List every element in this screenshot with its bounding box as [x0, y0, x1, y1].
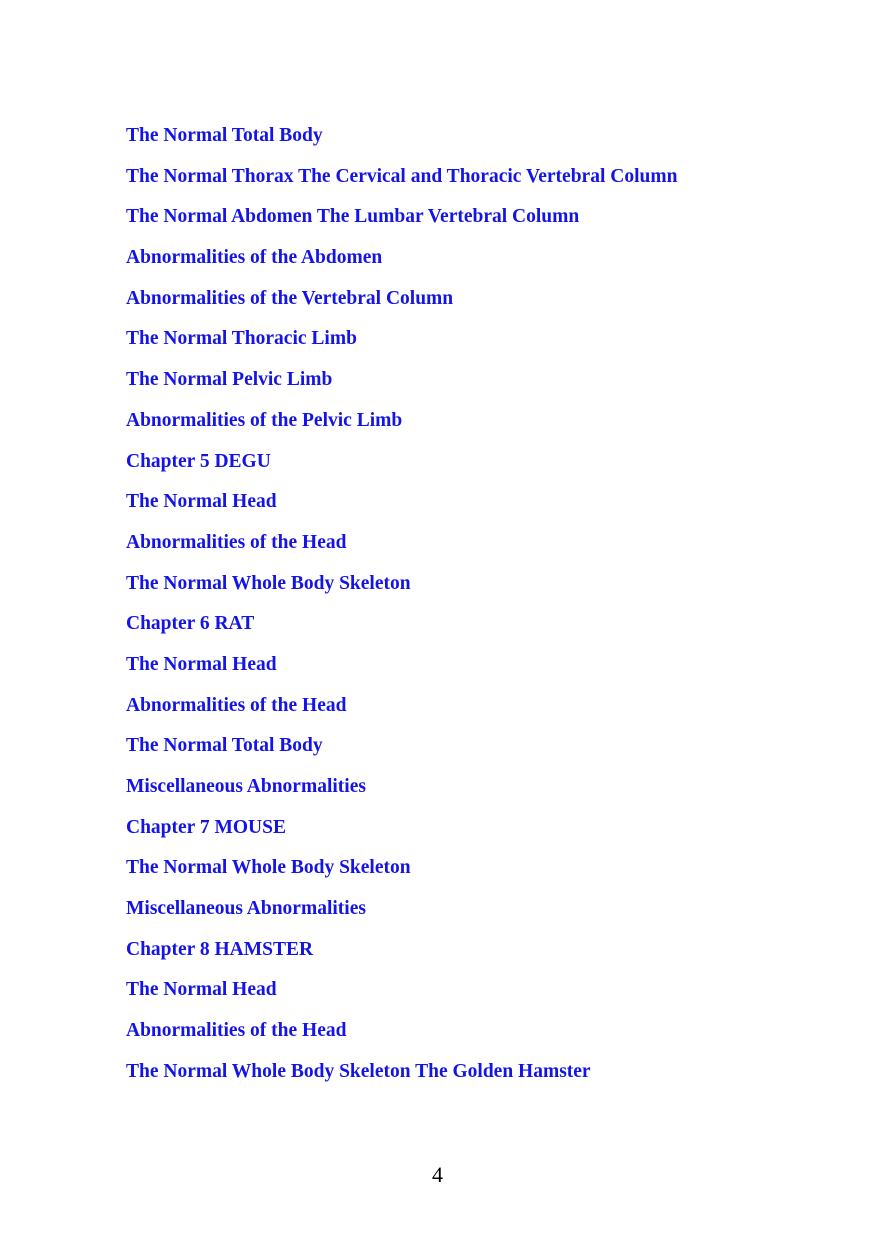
toc-link[interactable]: Abnormalities of the Abdomen — [126, 247, 383, 269]
page-number: 4 — [432, 1162, 443, 1187]
toc-link[interactable]: The Normal Whole Body Skeleton — [126, 572, 411, 594]
toc-link[interactable]: Miscellaneous Abnormalities — [126, 898, 366, 920]
toc-link[interactable]: The Normal Thorax The Cervical and Thoracic Vertebral Column — [126, 165, 678, 187]
toc-chapter-link[interactable]: Chapter 7 MOUSE — [126, 816, 286, 838]
toc-link[interactable]: The Normal Pelvic Limb — [126, 369, 333, 391]
toc-link[interactable]: Miscellaneous Abnormalities — [126, 776, 366, 797]
toc-link[interactable]: The Normal Total Body — [126, 735, 323, 757]
toc-chapter-link[interactable]: Chapter 5 DEGU — [126, 450, 271, 472]
toc-link[interactable]: Abnormalities of the Vertebral Column — [126, 287, 454, 309]
toc-link[interactable]: Abnormalities of the Head — [126, 1020, 347, 1042]
toc-link[interactable]: Abnormalities of the Head — [126, 694, 347, 716]
toc-link[interactable]: The Normal Head — [126, 979, 277, 1001]
toc-link[interactable]: Abnormalities of the Head — [126, 531, 347, 553]
toc-chapter-link[interactable]: Chapter 8 HAMSTER — [126, 938, 314, 960]
toc-link[interactable]: The Normal Abdomen The Lumbar Vertebral Column — [126, 206, 580, 228]
toc-chapter-link[interactable]: Chapter 6 RAT — [126, 613, 255, 635]
toc-link[interactable]: The Normal Whole Body Skeleton The Golden Hamster — [126, 1060, 591, 1082]
toc-link[interactable]: The Normal Head — [126, 491, 277, 513]
toc-link[interactable]: The Normal Total Body — [126, 125, 323, 146]
toc-link[interactable]: The Normal Thoracic Limb — [126, 328, 357, 350]
toc-link[interactable]: Abnormalities of the Pelvic Limb — [126, 409, 403, 431]
table-of-contents — [126, 124, 677, 1101]
toc-link[interactable]: The Normal Head — [126, 653, 277, 675]
toc-link[interactable]: The Normal Whole Body Skeleton — [126, 857, 411, 879]
